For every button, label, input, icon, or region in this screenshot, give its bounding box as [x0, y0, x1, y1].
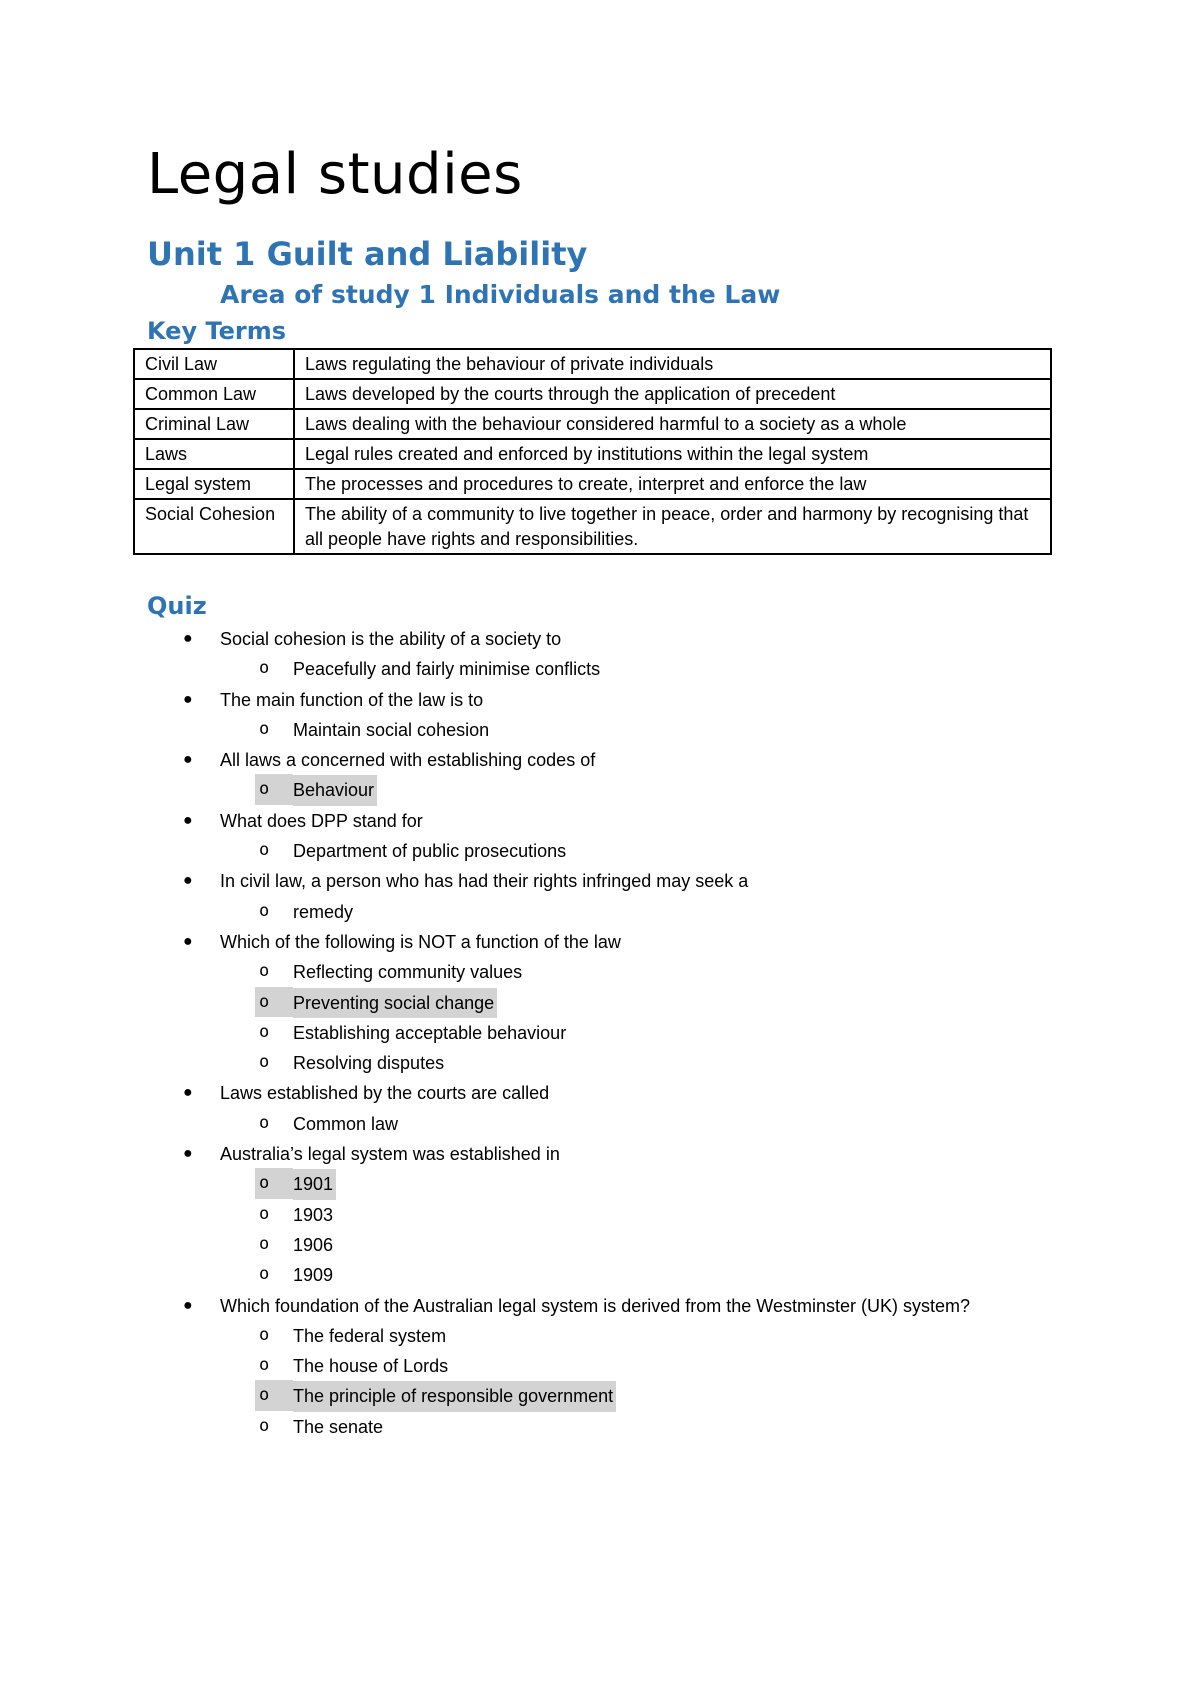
quiz-answer-item	[180, 988, 1020, 1018]
quiz-list	[180, 624, 1020, 1442]
quiz-answer-text: Establishing acceptable behaviour	[293, 1022, 567, 1043]
bullet-dot-icon: ●	[183, 1296, 193, 1314]
quiz-answer-item	[180, 897, 1020, 927]
key-term-cell: Laws	[134, 439, 294, 469]
quiz-question-text: Which of the following is NOT a function of the law	[220, 931, 621, 952]
key-term-definition-cell: Laws dealing with the behaviour considered harmful to a society as a whole	[294, 409, 1051, 439]
quiz-answer-text: Department of public prosecutions	[293, 841, 567, 862]
quiz-question-text: Social cohesion is the ability of a society to	[220, 629, 562, 649]
key-terms-table	[133, 348, 1052, 555]
bullet-dot-icon: ●	[183, 630, 193, 647]
circle-o-icon: o	[259, 1233, 270, 1254]
quiz-heading: Quiz	[147, 592, 207, 620]
area-heading: Area of study 1 Individuals and the Law	[220, 280, 781, 309]
key-term-definition-cell: The ability of a community to live together in peace, order and harmony by recognising that all people have rights and responsibilities.	[294, 499, 1051, 554]
key-term-cell: Legal system	[134, 469, 294, 499]
circle-o-icon: o	[259, 1415, 270, 1436]
circle-o-icon: o	[255, 1380, 293, 1410]
bullet-dot-icon: ●	[183, 872, 193, 890]
circle-o-icon: o	[259, 900, 270, 921]
quiz-answer-text: remedy	[293, 901, 354, 922]
key-term-cell: Civil Law	[134, 349, 294, 379]
key-terms-heading: Key Terms	[147, 317, 287, 345]
quiz-answer-text: Common law	[293, 1113, 399, 1134]
circle-o-icon: o	[259, 840, 270, 861]
bullet-dot-icon: ●	[183, 932, 193, 950]
bullet-dot-icon: ●	[183, 751, 193, 769]
quiz-answer-item	[180, 1412, 1020, 1442]
quiz-question	[180, 806, 1020, 836]
quiz-question-text: All laws a concerned with establishing codes of	[220, 750, 596, 771]
quiz-answer-item	[180, 775, 1020, 805]
quiz-question-text: Australia’s legal system was established in	[220, 1144, 560, 1165]
key-term-cell: Social Cohesion	[134, 499, 294, 554]
quiz-answer-item	[180, 715, 1020, 745]
quiz-answer-item	[180, 654, 1020, 684]
quiz-question	[180, 1291, 1020, 1321]
quiz-answer-item	[180, 957, 1020, 987]
key-term-row	[134, 349, 1051, 379]
circle-o-icon: o	[259, 961, 270, 982]
key-term-cell: Criminal Law	[134, 409, 294, 439]
circle-o-icon: o	[259, 1112, 270, 1133]
circle-o-icon: o	[259, 1264, 270, 1285]
quiz-answer-item	[180, 1200, 1020, 1230]
circle-o-icon: o	[259, 1355, 270, 1376]
bullet-dot-icon: ●	[183, 1084, 193, 1102]
quiz-answer-text: Peacefully and fairly minimise conflicts	[293, 659, 601, 680]
quiz-answer-text: The house of Lords	[293, 1356, 449, 1377]
quiz-answer-text: The principle of responsible government	[293, 1381, 616, 1411]
circle-o-icon: o	[255, 1168, 293, 1198]
circle-o-icon: o	[259, 1324, 270, 1345]
quiz-answer-text: The federal system	[293, 1325, 447, 1346]
quiz-question-text: The main function of the law is to	[220, 689, 484, 710]
circle-o-icon: o	[255, 774, 293, 804]
circle-o-icon: o	[259, 718, 270, 739]
quiz-answer-text: 1901	[293, 1169, 336, 1199]
quiz-answer-item	[180, 1018, 1020, 1048]
quiz-answer-text: 1909	[293, 1265, 334, 1286]
quiz-question	[180, 745, 1020, 775]
quiz-question	[180, 927, 1020, 957]
key-term-row	[134, 499, 1051, 554]
quiz-answer-text: 1906	[293, 1234, 334, 1255]
quiz-answer-item	[180, 1048, 1020, 1078]
quiz-answer-item	[180, 1109, 1020, 1139]
quiz-answer-text: Resolving disputes	[293, 1053, 445, 1074]
circle-o-icon: o	[259, 1052, 270, 1073]
quiz-answer-text: Preventing social change	[293, 988, 497, 1018]
circle-o-icon: o	[259, 658, 270, 679]
quiz-question	[180, 866, 1020, 896]
quiz-answer-text: Maintain social cohesion	[293, 719, 490, 740]
key-term-definition-cell: The processes and procedures to create, interpret and enforce the law	[294, 469, 1051, 499]
unit-heading: Unit 1 Guilt and Liability	[147, 235, 588, 273]
key-term-row	[134, 409, 1051, 439]
document-title: Legal studies	[147, 142, 523, 207]
quiz-answer-item	[180, 836, 1020, 866]
key-term-definition-cell: Legal rules created and enforced by institutions within the legal system	[294, 439, 1051, 469]
quiz-answer-item	[180, 1230, 1020, 1260]
quiz-answer-text: Reflecting community values	[293, 962, 523, 983]
quiz-question-text: Laws established by the courts are called	[220, 1083, 550, 1104]
quiz-question	[180, 624, 1020, 654]
circle-o-icon: o	[259, 1021, 270, 1042]
circle-o-icon: o	[259, 1203, 270, 1224]
key-term-row	[134, 439, 1051, 469]
bullet-dot-icon: ●	[183, 1145, 193, 1163]
bullet-dot-icon: ●	[183, 811, 193, 829]
quiz-answer-item	[180, 1260, 1020, 1290]
quiz-answer-text: The senate	[293, 1416, 384, 1437]
quiz-question-text: What does DPP stand for	[220, 810, 423, 831]
quiz-question	[180, 1139, 1020, 1169]
key-term-definition-cell: Laws regulating the behaviour of private individuals	[294, 349, 1051, 379]
quiz-answer-item	[180, 1321, 1020, 1351]
quiz-question	[180, 1078, 1020, 1108]
key-term-row	[134, 379, 1051, 409]
quiz-answer-text: 1903	[293, 1204, 334, 1225]
circle-o-icon: o	[255, 987, 293, 1017]
quiz-question-text: In civil law, a person who has had their rights infringed may seek a	[220, 871, 749, 892]
quiz-answer-item	[180, 1351, 1020, 1381]
quiz-question	[180, 685, 1020, 715]
key-term-cell: Common Law	[134, 379, 294, 409]
quiz-answer-item	[180, 1169, 1020, 1199]
key-term-definition-cell: Laws developed by the courts through the application of precedent	[294, 379, 1051, 409]
bullet-dot-icon: ●	[183, 690, 193, 708]
quiz-answer-item	[180, 1381, 1020, 1411]
key-term-row	[134, 469, 1051, 499]
quiz-answer-text: Behaviour	[293, 775, 377, 805]
quiz-question-text: Which foundation of the Australian legal system is derived from the Westminster (UK) system?	[220, 1295, 970, 1316]
